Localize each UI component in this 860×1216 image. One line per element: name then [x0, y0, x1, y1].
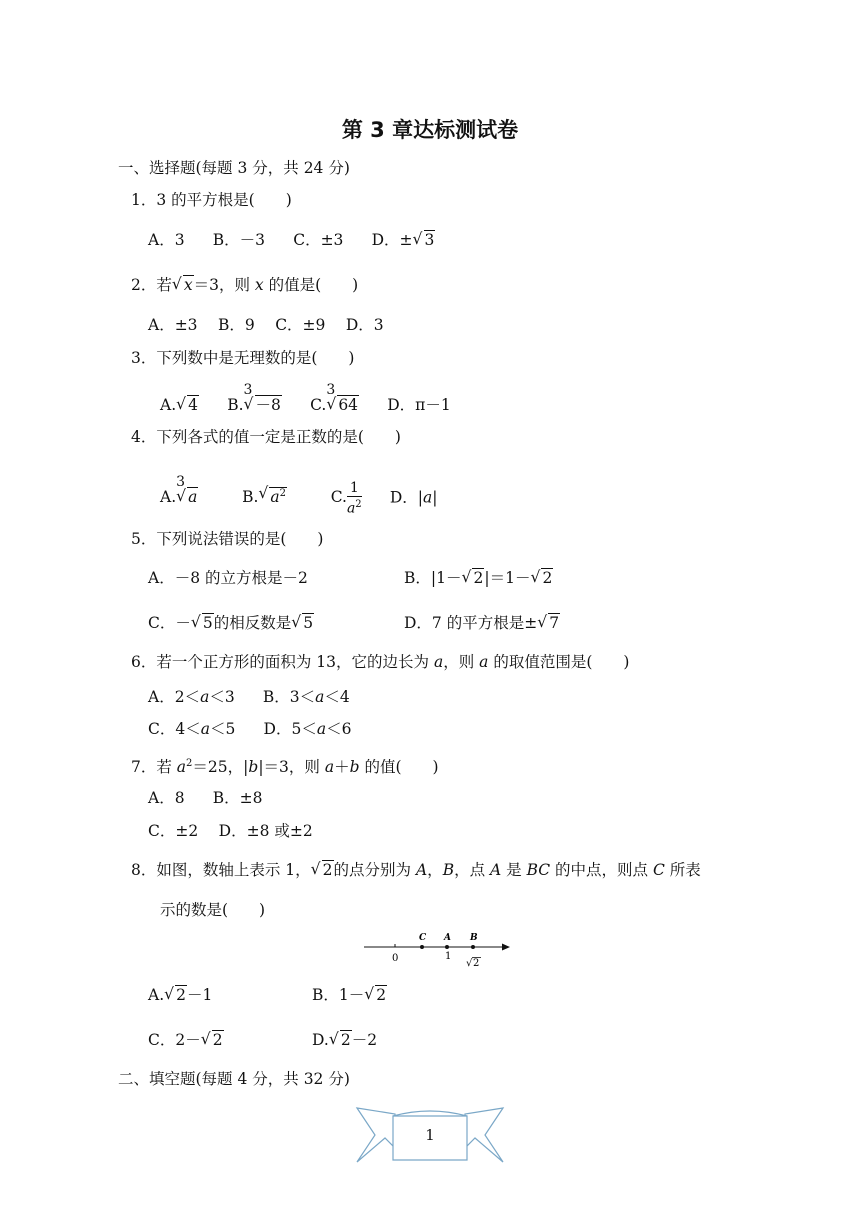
option-b: B．9 [217, 316, 255, 334]
question-4-stem: 4．下列各式的值一定是正数的是( ) [131, 428, 401, 446]
question-8-stem-line2: 示的数是( ) [160, 901, 266, 919]
option-b: B．±8 [212, 789, 263, 807]
option-c: C．±9 [275, 316, 326, 334]
option-c: C．4＜a＜5 [148, 720, 236, 738]
option-d: D．±√ 3 [372, 231, 436, 249]
question-8-option-a: A.√ 2－1 [148, 985, 212, 1005]
label-b: B [470, 933, 478, 943]
question-7-stem: 7．若 $a^2=25$，|b|＝3，则 a＋b 的值( ) [131, 758, 439, 777]
sqrt-icon: √ [466, 958, 473, 969]
option-a: A．8 [148, 789, 185, 807]
question-2-options [148, 315, 384, 335]
question-5-option-b: B．|1－√ 2|＝1－√ 2 [404, 568, 553, 588]
question-3-options [160, 382, 451, 415]
question-1-stem: 1．3 的平方根是( ) [131, 191, 292, 209]
label-sqrt2: 2 [473, 958, 480, 969]
question-6-stem: 6．若一个正方形的面积为 13，它的边长为 a，则 a 的取值范围是( ) [131, 653, 630, 671]
question-8-option-c: C．2－√ 2 [148, 1030, 224, 1050]
question-3-stem: 3．下列数中是无理数的是( ) [131, 349, 355, 367]
option-d: D．3 [345, 316, 384, 334]
option-a: A．±3 [148, 316, 198, 334]
question-2-stem: 2．若√ x＝3，则 x 的值是( ) [131, 275, 358, 295]
section-heading-choice: 一、选择题(每题 3 分，共 24 分) [118, 159, 350, 177]
page-number: 1 [425, 1126, 435, 1144]
question-5-option-a: A．－8 的立方根是－2 [148, 569, 308, 587]
number-line-figure [362, 928, 512, 972]
point-c [420, 945, 424, 949]
option-c: C. $\frac{1}{a^2}$ [330, 480, 362, 517]
label-zero: 0 [392, 953, 399, 964]
page-footer-ribbon [355, 1104, 505, 1166]
question-1-options [148, 230, 435, 250]
question-4-options [160, 474, 438, 517]
option-b: B．3＜a＜4 [262, 688, 350, 706]
point-a [445, 945, 449, 949]
option-d: D．π－1 [387, 396, 451, 414]
option-b: B. 3 √ －8 [227, 396, 282, 414]
option-c: C. 3 √ 64 [310, 396, 359, 414]
option-a: A.√ 4 [160, 396, 199, 414]
label-one: 1 [445, 951, 452, 962]
option-a: A．2＜a＜3 [148, 688, 235, 706]
option-d: D．5＜a＜6 [263, 720, 352, 738]
question-5-stem: 5．下列说法错误的是( ) [131, 530, 324, 548]
option-c: C．±2 [148, 822, 199, 840]
point-b [471, 945, 475, 949]
option-a: A. 3 √ a [160, 488, 198, 506]
question-8-option-d: D.√ 2－2 [312, 1030, 377, 1050]
question-7-options-row2 [148, 821, 313, 841]
label-a: A [444, 933, 451, 943]
label-c: C [419, 933, 427, 943]
option-d: D．±8 或±2 [218, 822, 313, 840]
question-5-option-d: D．7 的平方根是±√ 7 [404, 613, 560, 633]
question-7-options-row1 [148, 788, 263, 808]
arrow-icon [502, 944, 510, 951]
question-8-option-b: B．1－√ 2 [312, 985, 387, 1005]
option-c: C．±3 [293, 231, 344, 249]
option-a: A．3 [148, 231, 185, 249]
question-6-options-row1 [148, 687, 350, 707]
option-d: D．|a| [389, 488, 438, 507]
option-b: B.√ $a^2$ [242, 488, 287, 506]
question-6-options-row2 [148, 719, 351, 739]
page-title: 第 3 章达标测试卷 [341, 118, 519, 142]
question-5-option-c: C．－√ 5的相反数是√ 5 [148, 613, 314, 633]
question-8-stem: 8．如图，数轴上表示 1，√ 2的点分别为 A，B，点 A 是 BC 的中点，则点 C 所表 [131, 860, 701, 880]
section-heading-fill: 二、填空题(每题 4 分，共 32 分) [118, 1070, 350, 1088]
option-b: B．－3 [212, 231, 266, 249]
